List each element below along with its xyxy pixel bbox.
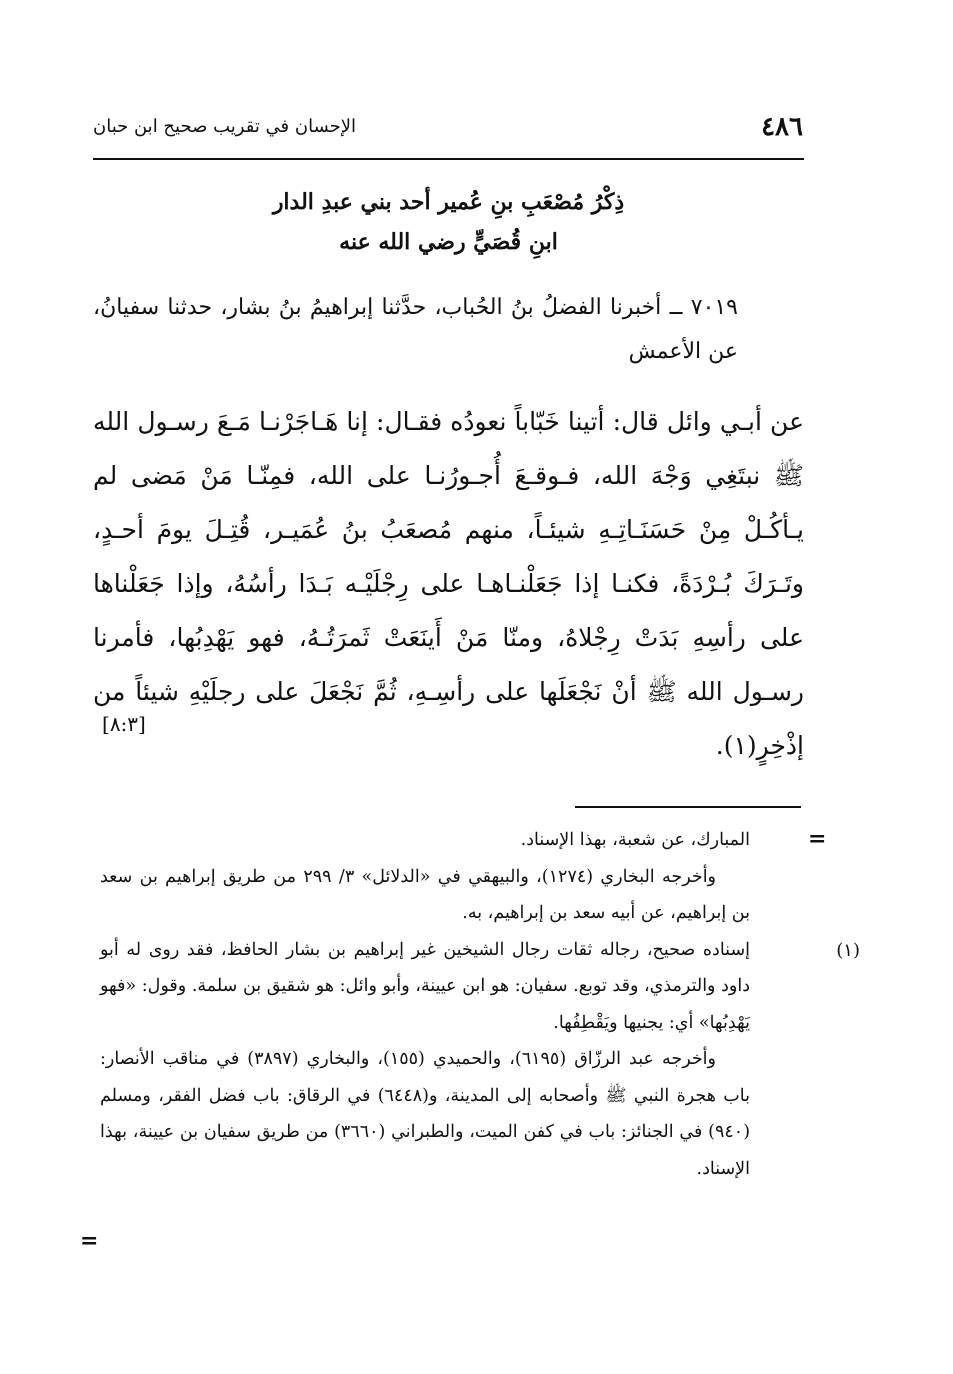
section-title: [93, 182, 804, 262]
footnote-1-paragraph-2: وأخرجه عبد الرزّاق (٦١٩٥)، والحميدي (١٥٥)، والبخاري (٣٨٩٧) في مناقب الأنصار: باب هجرة النبي ﷺ وأصحابه إلى المدينة، و(٦٤٤٨) في الرقاق: باب فضل الفقر، ومسلم (٩٤٠) في الجنائز: باب في كفن الميت، والطبراني (٣٦٦٠) من طريق سفيان بن عيينة، بهذا الإسناد.: [100, 1049, 751, 1179]
footnote-1-paragraph-1: إسناده صحيح، رجاله ثقات رجال الشيخين غير إبراهيم بن بشار الحافظ، فقد روى له أبو داود والترمذي، وقد توبع. سفيان: هو ابن عيينة، وأبو وائل: هو شقيق بن سلمة. وقول: «فهو يَهْدِبُها» أي: يجنيها ويَقْطِفُها.: [100, 939, 750, 1033]
header-rule: [93, 158, 804, 160]
footnote-end-mark: =: [80, 1228, 99, 1254]
footnote-carried-line-1: المبارك، عن شعبة، بهذا الإسناد.: [520, 830, 750, 850]
section-title-line-1: ذِكْرُ مُصْعَبِ بنِ عُمير أحد بني عبدِ الدار: [272, 189, 625, 215]
page-header: [93, 112, 803, 150]
footnote-continuation-mark: =: [808, 826, 827, 852]
footnote-rule: [575, 806, 801, 808]
page-number: ٤٨٦: [761, 112, 803, 142]
footnote-carried-line-2: وأخرجه البخاري (١٢٧٤)، والبيهقي في «الدلائل» ٣/ ٢٩٩ من طريق إبراهيم بن سعد بن إبراهيم، عن أبيه سعد بن إبراهيم، به.: [100, 866, 750, 923]
running-title: الإحسان في تقريب صحيح ابن حبان: [93, 116, 357, 137]
hadith-reference: [٨:٣]: [102, 712, 146, 736]
section-title-line-2: ابنِ قُصَيٍّ رضي الله عنه: [339, 229, 558, 255]
footnotes: [100, 822, 750, 1187]
hadith-text: عن أبـي وائل قال: أتينا خَبّاباً نعودُه فقـال: إنا هَـاجَرْنـا مَـعَ رسـول الله ﷺ نبتَغِي وَجْهَ الله، فـوقـعَ أُجـورُنـا على الله، فمِنّـا مَنْ مَضى لم يـأكُـلْ مِنْ حَسَنَـاتِـهِ شيئـاً، منهم مُصعَبُ بنُ عُمَيـر، قُتِـلَ يومَ أحـدٍ، وتَـرَكَ بُـرْدَةً، فكنـا إذا جَعَلْنـاهـا على رِجْلَيْـه بَـدَا رأسُهُ، وإذا جَعَلْناها على رأسِهِ بَدَتْ رِجْلاهُ، ومنّا مَنْ أَينَعَتْ ثَمرَتُـهُ، فهو يَهْدِبُها، فأمرنا رسـول الله ﷺ أنْ نَجْعَلَها على رأسِـهِ، ثُمَّ نَجْعَلَ على رجلَيْهِ شيئاً من إذْخِرٍ(١).: [93, 407, 804, 760]
hadith-chain: ٧٠١٩ ــ أخبرنا الفضلُ بنُ الحُباب، حدَّثنا إبراهيمُ بنُ بشار، حدثنا سفيانُ، عن الأعمش: [93, 295, 738, 364]
footnote-1-marker: (١): [836, 940, 860, 961]
